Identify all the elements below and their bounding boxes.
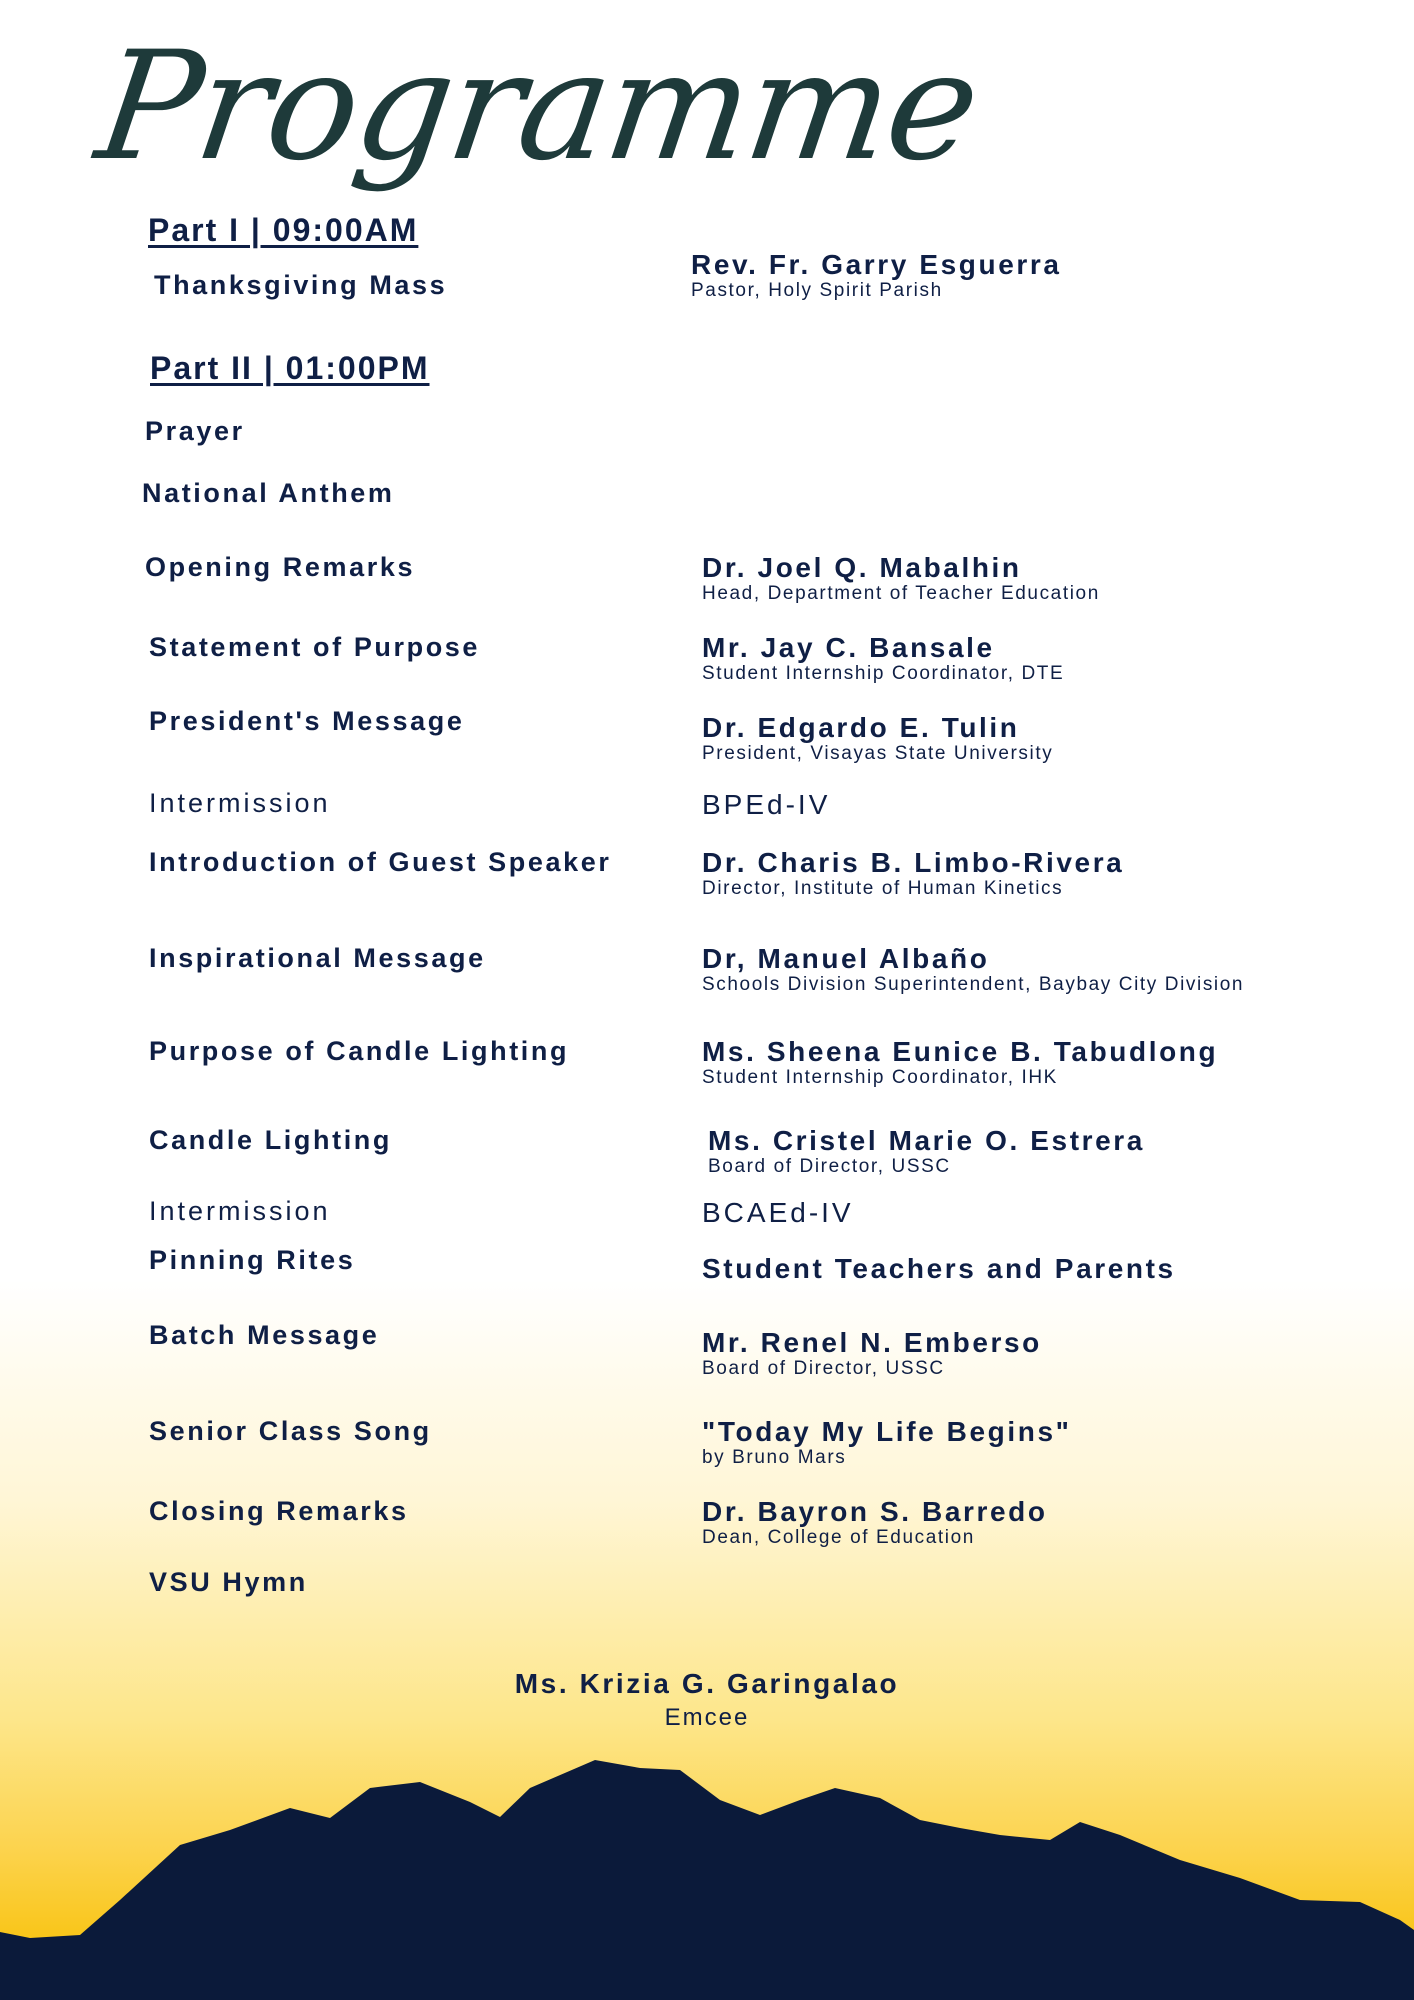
speaker-role: Board of Director, USSC: [702, 1358, 945, 1379]
program-item-speaker: [702, 790, 830, 820]
speaker-role: Board of Director, USSC: [708, 1156, 951, 1177]
program-item-speaker: [702, 848, 1124, 900]
emcee-block: [0, 1668, 1414, 1732]
speaker-name: Mr. Renel N. Emberso: [702, 1327, 1042, 1358]
program-item-label: Opening Remarks: [145, 552, 416, 582]
program-item-speaker: [702, 1497, 1048, 1549]
speaker-name: BCAEd-IV: [702, 1197, 854, 1228]
part-1-heading: Part I | 09:00AM: [148, 212, 419, 248]
speaker-name: "Today My Life Begins": [702, 1416, 1072, 1447]
speaker-name: Mr. Jay C. Bansale: [702, 632, 995, 663]
speaker-role: Student Internship Coordinator, DTE: [702, 663, 1065, 684]
program-item-label: Thanksgiving Mass: [154, 270, 448, 300]
program-item-speaker: [702, 633, 1064, 685]
speaker-role: Pastor, Holy Spirit Parish: [691, 280, 943, 301]
program-item-speaker: [708, 1126, 1145, 1178]
program-item-speaker: [691, 250, 1062, 302]
program-item-label: Inspirational Message: [149, 943, 486, 973]
program-item-label: Batch Message: [149, 1320, 380, 1350]
program-item-label: Intermission: [149, 788, 331, 818]
program-item-label: Pinning Rites: [149, 1245, 356, 1275]
speaker-name: Dr, Manuel Albaño: [702, 943, 990, 974]
speaker-name: Ms. Cristel Marie O. Estrera: [708, 1125, 1145, 1156]
speaker-role: Director, Institute of Human Kinetics: [702, 878, 1064, 899]
program-item-speaker: [702, 713, 1053, 765]
part-2-heading: Part II | 01:00PM: [150, 350, 430, 386]
speaker-name: Dr. Edgardo E. Tulin: [702, 712, 1020, 743]
program-item-label: National Anthem: [142, 478, 395, 508]
speaker-name: Student Teachers and Parents: [702, 1253, 1176, 1284]
program-item-speaker: [702, 944, 1244, 996]
speaker-name: Dr. Joel Q. Mabalhin: [702, 552, 1022, 583]
program-item-label: Statement of Purpose: [149, 632, 481, 662]
program-item-label: Candle Lighting: [149, 1125, 392, 1155]
program-item-label: Prayer: [145, 416, 245, 446]
program-item-label: Purpose of Candle Lighting: [149, 1036, 570, 1066]
speaker-name: BPEd-IV: [702, 789, 831, 820]
speaker-role: Student Internship Coordinator, IHK: [702, 1067, 1058, 1088]
program-item-label: VSU Hymn: [149, 1567, 308, 1597]
program-item-speaker: [702, 1198, 854, 1228]
speaker-role: by Bruno Mars: [702, 1447, 847, 1468]
program-item-label: Senior Class Song: [149, 1416, 432, 1446]
emcee-role: Emcee: [664, 1704, 750, 1731]
speaker-name: Dr. Bayron S. Barredo: [702, 1496, 1048, 1527]
program-item-speaker: [702, 1328, 1042, 1380]
program-item-speaker: [702, 1037, 1218, 1089]
program-item-label: Closing Remarks: [149, 1496, 409, 1526]
program-item-label: Intermission: [149, 1196, 331, 1226]
speaker-role: Head, Department of Teacher Education: [702, 583, 1100, 604]
program-item-label: President's Message: [149, 706, 465, 736]
speaker-name: Dr. Charis B. Limbo-Rivera: [702, 847, 1125, 878]
programme-title: Programme: [87, 20, 988, 194]
program-item-speaker: [702, 553, 1100, 605]
speaker-role: President, Visayas State University: [702, 743, 1054, 764]
emcee-name: Ms. Krizia G. Garingalao: [514, 1668, 900, 1699]
speaker-name: Ms. Sheena Eunice B. Tabudlong: [702, 1036, 1219, 1067]
speaker-name: Rev. Fr. Garry Esguerra: [691, 249, 1062, 280]
speaker-role: Dean, College of Education: [702, 1527, 975, 1548]
mountain-silhouette-illustration: [0, 1760, 1414, 2000]
program-item-label: Introduction of Guest Speaker: [149, 847, 612, 877]
speaker-role: Schools Division Superintendent, Baybay City Division: [702, 974, 1245, 995]
program-item-speaker: [702, 1254, 1176, 1284]
program-item-speaker: [702, 1417, 1072, 1469]
